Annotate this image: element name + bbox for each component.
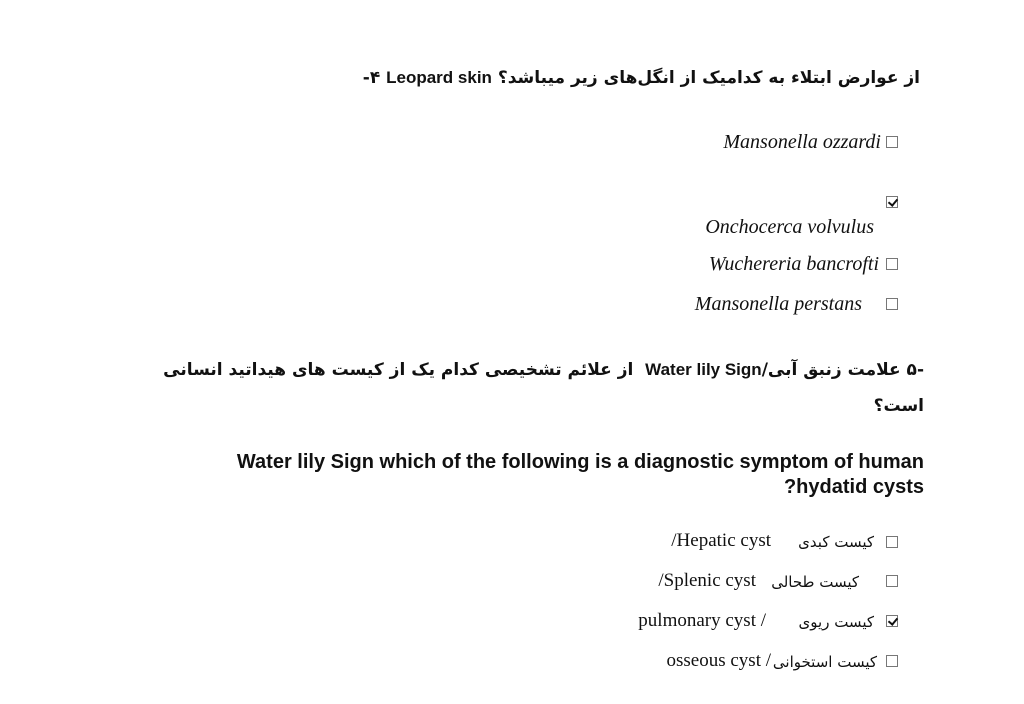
question-5-number: -۵ bbox=[906, 360, 924, 380]
question-5-text-part2: از علائم تشخیصی کدام یک از کیست های هیداتید انسانی bbox=[163, 360, 634, 380]
q5-option-2-en: /Splenic cyst bbox=[658, 570, 756, 591]
question-4-term: Leopard skin bbox=[386, 68, 492, 87]
q5-option-4-fa: کیست استخوانی bbox=[772, 653, 877, 671]
q4-option-1-checkbox[interactable] bbox=[886, 136, 898, 148]
q4-option-2-checkbox[interactable] bbox=[886, 196, 898, 208]
q5-option-3-en: pulmonary cyst / bbox=[638, 610, 766, 631]
q5-option-3-checkbox[interactable] bbox=[886, 615, 898, 627]
question-5-title-line2: است؟ bbox=[873, 396, 924, 416]
question-4-number: -۴ bbox=[362, 68, 381, 88]
q4-option-4-checkbox[interactable] bbox=[886, 298, 898, 310]
q4-option-3-checkbox[interactable] bbox=[886, 258, 898, 270]
q4-option-3-label: Wuchereria bancrofti bbox=[708, 253, 879, 275]
q4-option-2-label: Onchocerca volvulus bbox=[705, 216, 874, 238]
question-5-text-part1: علامت زنبق آبی/ bbox=[761, 360, 901, 380]
q4-option-4-label: Mansonella perstans bbox=[694, 293, 862, 315]
question-4-title bbox=[363, 68, 920, 88]
question-5-term: Water lily Sign bbox=[645, 360, 762, 379]
q5-option-1-en: /Hepatic cyst bbox=[671, 530, 771, 551]
q5-option-2-checkbox[interactable] bbox=[886, 575, 898, 587]
question-5-english-line2: ?hydatid cysts bbox=[783, 476, 924, 498]
question-4-text: از عوارض ابتلاء به کدامیک از انگل‌های زیر میباشد؟ bbox=[497, 68, 920, 88]
q5-option-3-fa: کیست ریوی bbox=[798, 613, 874, 631]
q5-option-4-en: osseous cyst / bbox=[666, 650, 771, 671]
q5-option-1-checkbox[interactable] bbox=[886, 536, 898, 548]
question-5-english-line1: Water lily Sign which of the following is a diagnostic symptom of human bbox=[236, 451, 924, 473]
q5-option-4-checkbox[interactable] bbox=[886, 655, 898, 667]
question-5-title-line1 bbox=[163, 360, 924, 380]
q5-option-1-fa: کیست کبدی bbox=[798, 533, 874, 551]
q4-option-1-label: Mansonella ozzardi bbox=[723, 131, 881, 153]
q5-option-2-fa: کیست طحالی bbox=[771, 573, 859, 591]
